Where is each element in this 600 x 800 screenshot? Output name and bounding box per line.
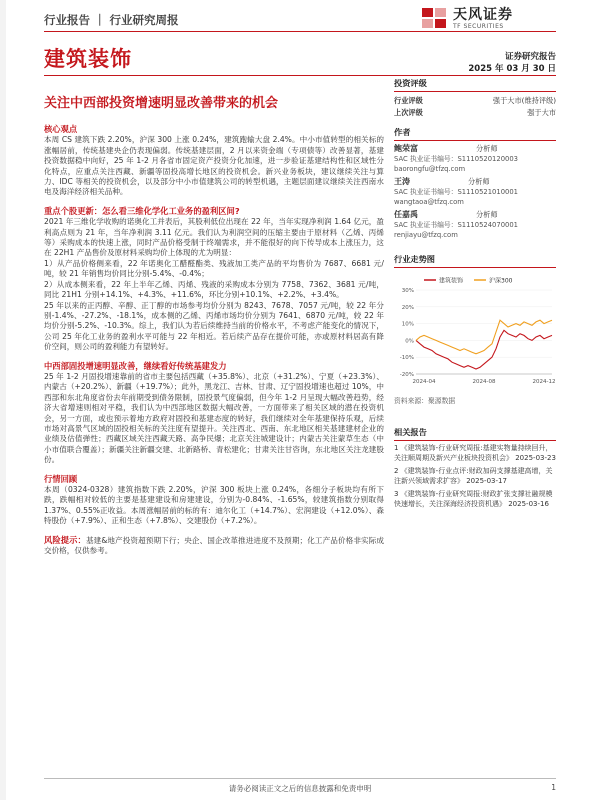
page-number: 1 xyxy=(551,783,556,792)
y-tick-label: 0% xyxy=(405,338,414,345)
trend-chart xyxy=(394,274,556,394)
author-role: 分析师 xyxy=(476,210,498,219)
footer-rule xyxy=(44,778,556,779)
series-line xyxy=(416,330,552,369)
legend-label: 沪深300 xyxy=(489,277,513,285)
author-cert: SAC 执业证书编号：S1110524070001 xyxy=(394,221,518,229)
logo-text: 天风证券 xyxy=(453,7,513,23)
market-review-text: 本周（0324-0328）建筑指数下跌 2.20%，沪深 300 板块上涨 0.24%，各细分子板块均有所下跌，跌幅相对较低的主要是基建建设和房建建设，分别为-0.84%、-1.65%，较建筑指数分别取得 1.37%、0.55%正收益。本周涨幅居前的标的有：迪尔化工（+14.7%）、宏润建设（+12.0%）、森特股份（+7.9%）、正和生态（+7.8%）、交建股份（+7.2%）。 xyxy=(44,485,384,526)
header-rule xyxy=(44,31,556,32)
rating-heading: 投资评级 xyxy=(394,78,556,92)
logo-subtext: TF SECURITIES xyxy=(453,23,504,30)
west-investment-text: 25 年 1-2 月固投增速靠前的省市主要包括西藏（+35.8%）、北京（+31.2%）、宁夏（+23.3%）、内蒙古（+20.2%）、新疆（+19.7%）；此外，黑龙江、吉林、甘肃、辽宁固投增速也超过 10%，中西部和东北角度省份去年前期受到债务限制，固投景气度偏弱，但今年 1-2 月呈现大幅改善趋势，经济大省增速则相对平稳，我们认为中西部地区数据大幅改善，一方面带来了相关区域的潜在投资机会，另一方面，或也预示着地方政府对固投和基建态度的转好，我们继续对全年基建保持乐观，后续市场对高景气区域的固投相关标的关注度有望提升。关注西北、西南、东北地区相关基建建材企业的业绩及估值弹性；西藏区域关注西藏天路、高争民爆；北京关注城建设计；内蒙古关注蒙草生态（中小市值联合覆盖）；新疆关注新疆交建、北新路桥、青松建化；甘肃关注甘咨询，东北地区关注龙建股份。 xyxy=(44,371,384,465)
rating-label: 上次评级 xyxy=(394,108,423,117)
author-cert: SAC 执业证书编号：S1110520120003 xyxy=(394,155,518,163)
rating-row xyxy=(394,107,556,119)
sidebar xyxy=(394,78,556,514)
legend-label: 建筑装饰 xyxy=(439,277,464,285)
report-subtitle: 关注中西部投资增速明显改善带来的机会 xyxy=(44,96,279,111)
market-review-title: 行情回顾 xyxy=(44,473,78,484)
author-card xyxy=(394,144,556,174)
x-tick-label: 2024-04 xyxy=(412,379,436,385)
y-tick-label: -20% xyxy=(399,372,414,378)
y-tick-label: 20% xyxy=(401,304,414,311)
rating-value: 强于大市 xyxy=(527,108,556,117)
author-name: 任嘉禹 xyxy=(394,210,418,219)
author-role: 分析师 xyxy=(476,144,498,153)
y-tick-label: 10% xyxy=(401,321,414,328)
rating-row xyxy=(394,95,556,107)
author-role: 分析师 xyxy=(468,177,490,186)
core-view-title: 核心观点 xyxy=(44,124,78,134)
west-investment-title: 中西部固投增速明显改善，继续看好传统基建发力 xyxy=(44,360,227,371)
outlook-paragraph: 25 年以来的正丙醇、辛醇、正丁醇的市场参考均价分别为 8243、7678、7057 元/吨，较 22 年分别-1.4%、-27.2%、-18.1%，成本侧的乙烯、丙烯市场均价分别为 7641、6870 元/吨，较 22 年均价分别-5.2%、-10.3%。综上，我们认为若后续维持当前的价格水平，不考虑产能变化的情况下，公司 25 年化工业务的盈利水平可能与 22 年相近。若后续产品存在提价可能，亦或原材料居高有降价空间，则公司的盈利能力有望转好。 xyxy=(44,300,384,352)
author-card xyxy=(394,210,556,240)
report-type: 证券研究报告 xyxy=(504,52,556,62)
author-card xyxy=(394,177,556,207)
x-tick-label: 2024-08 xyxy=(472,379,496,385)
title-rule xyxy=(44,75,556,76)
main-body xyxy=(44,124,384,556)
author-email[interactable]: wangtaoa@tfzq.com xyxy=(394,198,464,206)
footer-disclaimer: 请务必阅读正文之后的信息披露和免责申明 xyxy=(228,784,372,793)
related-report-item[interactable]: 1 《建筑装饰-行业研究周报:基建实物量持续回升，关注顺周期及新兴产业板块投资机会》 2025-03-23 xyxy=(394,444,556,462)
price-side-paragraph: 1）从产品价格侧来看，22 年诺奥化工醋醛酯类、残液加工类产品的平均售价为 7687、6681 元/吨，较 21 年销售均价同比分别-5.4%、-0.4%； xyxy=(44,258,384,279)
trend-chart-svg xyxy=(394,274,556,392)
report-date: 2025 年 03 月 30 日 xyxy=(468,64,556,74)
author-name: 鲍荣富 xyxy=(394,144,418,153)
core-view-text: 本周 CS 建筑下跌 2.20%，沪深 300 上涨 0.24%，建筑跑输大盘 2.4%。中小市值转型的相关标的涨幅居前，传统基建央企仍表现偏弱。传统基建层面，2 月以来资金端（专项债等）改善显著，基建投资数据稳中向好，25 年 1-2 月各省市固定资产投资分化加速，进一步验证基建结构性和区域性分化特点，应重点关注西藏、新疆等固投高增长地区的投资机会。新兴业务板块，建议继续关注与算力、IDC 等相关的投资机会，以及部分中小市值建筑公司的转型机遇，主题层面建议继续关注西南水电及海洋经济相关品种。 xyxy=(44,135,384,197)
rating-label: 行业评级 xyxy=(394,96,423,105)
y-tick-label: -10% xyxy=(399,355,414,362)
risk-title: 风险提示： xyxy=(44,534,86,545)
authors-heading: 作者 xyxy=(394,127,556,141)
related-heading: 相关报告 xyxy=(394,427,556,441)
stock-update-text: 2021 年三维化学收购的诺奥化工并表后，其股利低位出现在 22 年，当年实现净利润 1.64 亿元，盈利高点则为 21 年，当年净利润 3.11 亿元。我们认为利润空间的压缩主要由于原材料（乙烯、丙烯等）采购成本的快速上涨，同时产品价格受制于终端需求，并不能很好的向下传导成本上涨压力，这在 22H1 产品售价及原材料采购均价上体现的尤为明显： xyxy=(44,217,384,258)
report-category: 行业报告 ｜ 行业研究周报 xyxy=(44,13,179,27)
x-tick-label: 2024-12 xyxy=(532,379,556,385)
chart-heading: 行业走势图 xyxy=(394,254,556,268)
cost-side-paragraph: 2）从成本侧来看，22 年上半年乙烯、丙烯、残液的采购成本分别为 7758、7362、3681 元/吨，同比 21H1 分别+14.1%、+4.3%、+11.6%，环比分别+10.1%、+2.2%、+3.4%。 xyxy=(44,279,384,300)
rating-value: 强于大市(维持评级) xyxy=(492,96,556,105)
sector-title: 建筑装饰 xyxy=(44,47,132,71)
risk-paragraph xyxy=(44,535,384,557)
stock-update-title: 重点个股更新：怎么看三维化学化工业务的盈利区间? xyxy=(44,205,240,216)
author-email[interactable]: baorongfu@tfzq.com xyxy=(394,165,466,173)
page-edge xyxy=(0,0,6,800)
logo-icon xyxy=(420,4,448,32)
y-tick-label: 30% xyxy=(401,288,414,294)
author-cert: SAC 执业证书编号：S1110521010001 xyxy=(394,188,518,196)
risk-text: 基建&地产投资超预期下行；央企、国企改革推进进度不及预期；化工产品价格非实际成交价格，仅供参考。 xyxy=(44,535,384,556)
chart-source: 资料来源：聚源数据 xyxy=(394,397,456,405)
related-report-item[interactable]: 3 《建筑装饰-行业研究周报:财政扩张支撑社融规模快速增长，关注深海经济投资机遇》 2025-03-16 xyxy=(394,490,553,508)
related-reports xyxy=(394,444,556,510)
author-email[interactable]: renjiayu@tfzq.com xyxy=(394,231,458,239)
author-name: 王涛 xyxy=(394,177,410,186)
series-line xyxy=(416,320,552,354)
related-report-item[interactable]: 2 《建筑装饰-行业点评:财政加码支撑基建高增，关注新兴领域需求扩容》 2025-03-17 xyxy=(394,467,553,485)
